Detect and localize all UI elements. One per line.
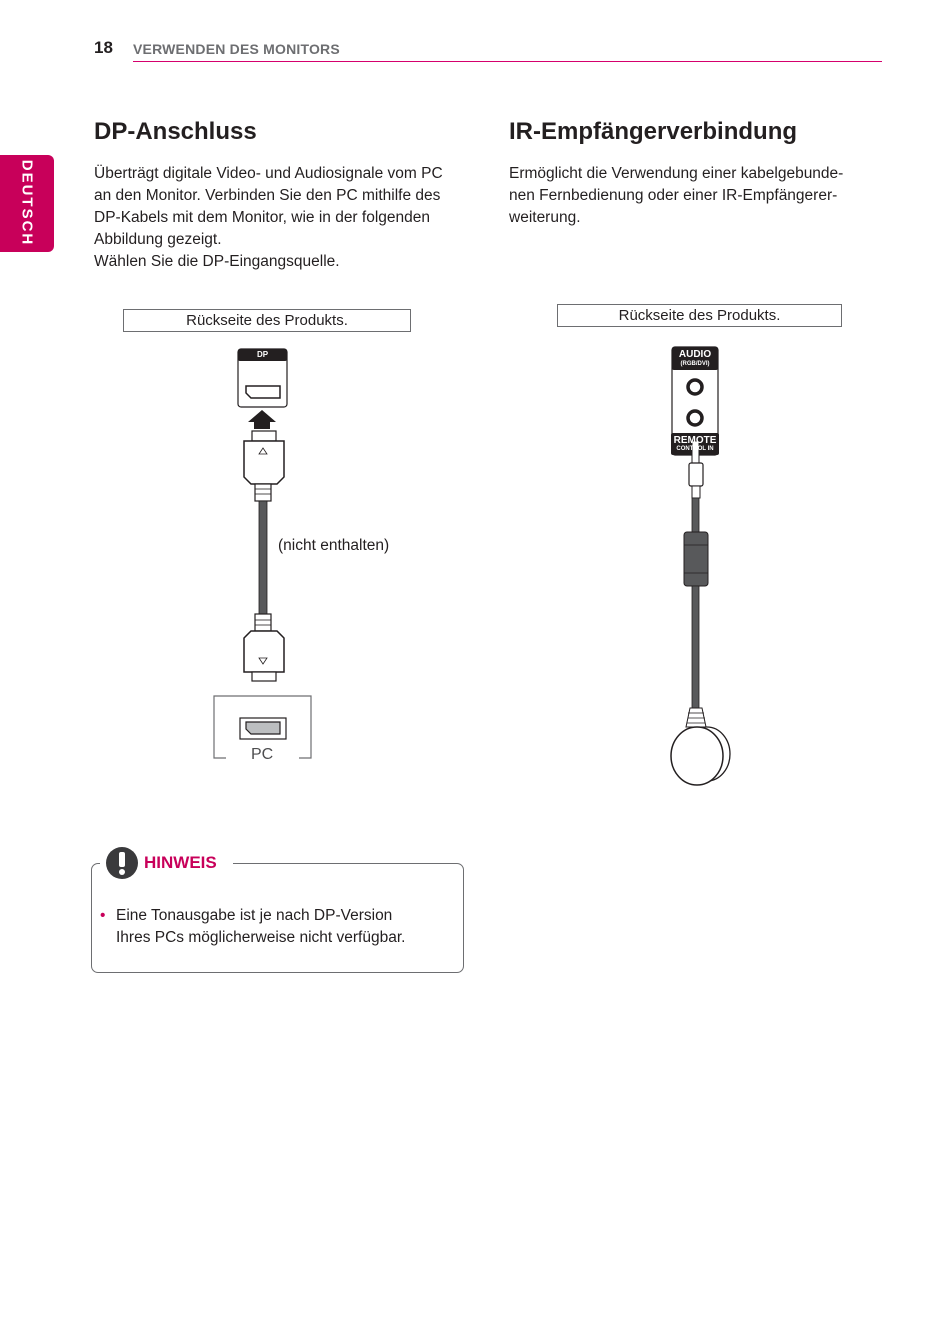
dp-cable [259, 501, 267, 614]
dp-body-line: Abbildung gezeigt. [94, 231, 222, 248]
ir-receiver-icon [671, 708, 730, 785]
dp-cable-plug-bottom [244, 614, 284, 681]
dp-body-line: DP-Kabels mit dem Monitor, wie in der folgenden [94, 209, 430, 226]
dp-cable-plug-top [244, 431, 284, 501]
ir-section-heading: IR-Empfängerverbindung [509, 118, 798, 145]
ir-cable-upper [692, 498, 699, 532]
note-item-line: Eine Tonausgabe ist je nach DP-Version [116, 907, 393, 924]
remote-port-sublabel: CONTROL IN [676, 446, 714, 452]
audio-jack-icon [688, 380, 702, 394]
ir-body-line: nen Fernbedienung oder einer IR-Empfängerer- [509, 187, 838, 204]
ferrite-core [684, 532, 708, 586]
ir-body-line: weiterung. [509, 209, 581, 226]
language-tab-label: DEUTSCH [18, 159, 36, 247]
running-header-title: VERWENDEN DES MONITORS [133, 41, 340, 57]
dp-product-back-label: Rückseite des Produkts. [123, 309, 411, 332]
dp-body-line: an den Monitor. Verbinden Sie den PC mithilfe des [94, 187, 441, 204]
ir-connection-illustration [640, 340, 750, 800]
dp-body-line: Wählen Sie die DP-Eingangsquelle. [94, 253, 340, 270]
insert-arrow-icon [248, 410, 276, 429]
dp-section-body [94, 163, 479, 273]
ir-section-body [509, 163, 881, 229]
page-number: 18 [94, 38, 113, 57]
cable-not-included-note: (nicht enthalten) [278, 537, 390, 554]
ir-body-line: Ermöglicht die Verwendung einer kabelgebunde- [509, 165, 844, 182]
dp-connection-illustration [200, 340, 340, 780]
pc-label: PC [251, 746, 274, 763]
dp-port-label: DP [256, 350, 269, 359]
note-item [116, 905, 446, 949]
dp-section-heading: DP-Anschluss [94, 118, 257, 145]
dp-body-line: Überträgt digitale Video- und Audiosignale vom PC [94, 165, 443, 182]
exclamation-icon [105, 846, 139, 880]
note-title: HINWEIS [144, 853, 217, 872]
audio-port-sublabel: (RGB/DVI) [680, 361, 710, 367]
note-item-line: Ihres PCs möglicherweise nicht verfügbar. [116, 929, 406, 946]
audio-port-label: AUDIO [678, 349, 712, 360]
remote-port-label: REMOTE [673, 435, 717, 446]
bullet-icon: • [100, 907, 106, 924]
ir-cable-lower [692, 586, 699, 708]
header-divider [133, 61, 882, 62]
jack-icon [688, 411, 702, 425]
ir-product-back-label: Rückseite des Produkts. [557, 304, 842, 327]
language-tab [0, 155, 54, 252]
